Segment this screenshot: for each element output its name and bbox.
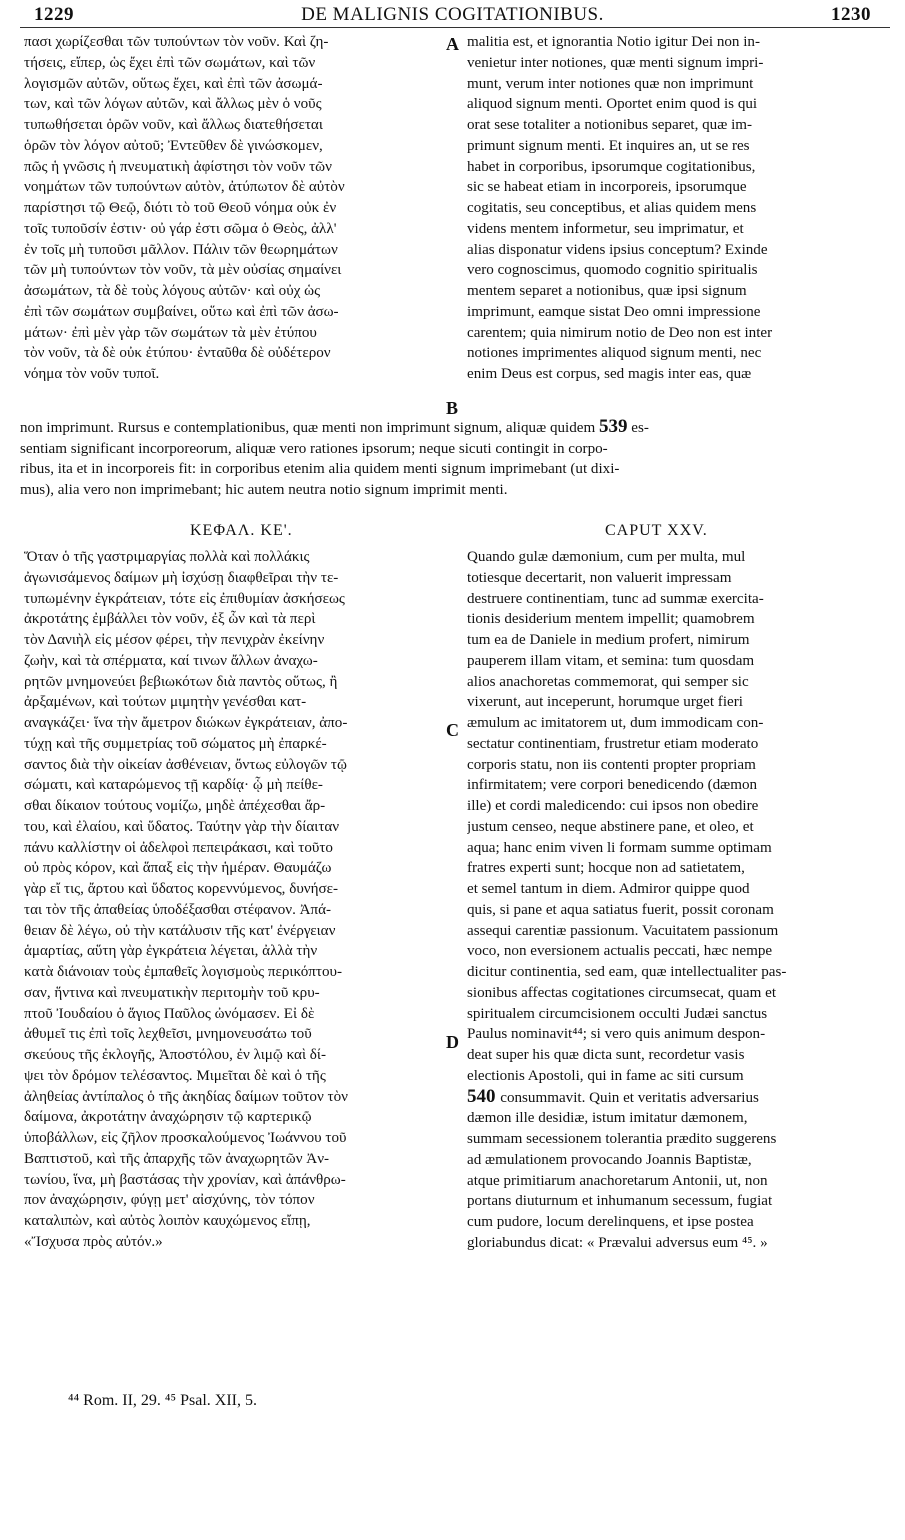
latin-top-line: aliquod signum menti. Oportet enim quod is qui <box>467 96 758 113</box>
greek-body-line: καταλιπὼν, καὶ αὐτὸς λοιπὸν καυχώμενος εἴπῃ, <box>24 1213 311 1229</box>
greek-body-line: δαίμονα, ἀκροτάτην ἀναχώρησιν τῷ καρτερικῷ <box>24 1109 312 1126</box>
greek-body-line: ἀθυμεῖ τις ἐπὶ τοῖς λεχθεῖσι, μνημονευσάτω τοῦ <box>24 1026 312 1043</box>
greek-body-line: ὑποβάλλων, εἰς ζῆλον προσκαλούμενος Ἰωάννου τοῦ <box>24 1130 347 1146</box>
latin-body-line: voco, non eversionem actualis peccati, hæc nempe <box>467 943 773 960</box>
margin-marker-a: A <box>446 34 459 54</box>
greek-body-line: σαντος διὰ τὴν οἰκείαν ἀσθένειαν, ὄντως εὐλογῶν τῷ <box>24 756 347 773</box>
latin-body-line: aqua; hanc enim viven li formam summe optimam <box>467 839 772 856</box>
latin-body-line: cum pudore, locum derelinquens, et ipse postea <box>467 1214 754 1230</box>
latin-body-line: æmulum ac imitatorem ut, dum immodicam con- <box>467 715 764 731</box>
greek-top-line: τὸν νοῦν, τὰ δὲ οὐκ ἐτύπου· ἐνταῦθα δὲ οὐδέτερον <box>24 345 331 362</box>
greek-top-line: τήσεις, εἴπερ, ὡς ἔχει ἐπὶ τῶν σωμάτων, καὶ τῶν <box>24 54 316 71</box>
greek-body-line: πάνυ καλλίστην οἱ ἀδελφοὶ πεπειράκασι, καὶ τοῦτο <box>24 839 333 856</box>
greek-body-line: κατὰ διάνοιαν τοὺς ἐμπαθεῖς λογισμοὺς περικόπτου- <box>24 964 343 980</box>
latin-body-line: sectatur continentiam, frustretur etiam moderato <box>467 735 759 752</box>
greek-top-line: πῶς ἡ γνῶσις ἡ πνευματικὴ ἀφίστησι τὸν νοῦν τῶν <box>24 158 332 175</box>
header-rule <box>20 27 890 28</box>
latin-body-line: gloriabundus dicat: « Prævalui adversus eum ⁴⁵. » <box>467 1234 768 1251</box>
latin-top-line: alias disponatur videns ipsius conceptum? Exinde <box>467 241 768 258</box>
greek-column-body <box>24 547 442 1253</box>
greek-body-line: σαν, ἥντινα καὶ πνευματικὴν περιτομὴν τοῦ κρυ- <box>24 984 320 1001</box>
latin-body-line: deat super his quæ dicta sunt, recordetur vasis <box>467 1047 745 1063</box>
margin-marker-b: B <box>446 398 459 418</box>
latin-top-line: malitia est, et ignorantia Notio igitur Dei non in- <box>467 34 761 50</box>
latin-body-line: Quando gulæ dæmonium, cum per multa, mul <box>467 549 746 565</box>
greek-top-line: των, καὶ τῶν λόγων αὐτῶν, καὶ ἄλλως μὲν ὁ νοῦς <box>24 96 322 113</box>
latin-top-line: vero cognoscimus, quomodo cognitio spiritualis <box>467 262 758 279</box>
greek-body-line: ἀρξαμένων, καὶ τούτων μιμητὴν γενέσθαι κατ- <box>24 694 307 711</box>
greek-body-line: αναγκάζει· ἵνα τὴν ἄμετρον διώκων ἐγκράτειαν, ἀπο- <box>24 715 348 731</box>
running-header <box>20 4 885 28</box>
latin-top-line: cogitatis, seu conceptibus, et alias quidem mens <box>467 200 757 216</box>
latin-body-line: Paulus nominavit⁴⁴; si vero quis animum despon- <box>467 1026 766 1043</box>
greek-top-line: τῶν μὴ τυπούντων τὸν νοῦν, τὰ μὲν οὐσίας σημαίνει <box>24 262 342 279</box>
greek-body-line: οὐ πρὸς κόρον, καὶ ἅπαξ εἰς τὴν ἡμέραν. Θαυμάζω <box>24 860 332 877</box>
greek-top-line: νοημάτων τῶν τυπούντων αὐτὸν, ἀτύπωτον δὲ αὐτὸν <box>24 179 345 196</box>
latin-body-line: justum censeo, neque abstinere pane, et oleo, et <box>467 818 754 835</box>
latin-body-line: fratres experti sunt; hocque non ad satietatem, <box>467 860 745 877</box>
latin-top-line: videns mentem informetur, seu imprimatur, et <box>467 220 744 237</box>
greek-body-line: «Ἴσχυσα πρὸς αὐτόν.» <box>24 1233 163 1250</box>
greek-top-line: μάτων· ἐπὶ μὲν γὰρ τῶν σωμάτων τὰ μὲν ἐτύπου <box>24 324 317 341</box>
greek-top-line: τοῖς τυποῦσίν ἐστιν· οὐ γάρ ἐστι σῶμα ὁ Θεὸς, ἀλλ' <box>24 220 337 237</box>
latin-body-line: quis, si pane et aqua satiatus fuerit, possit coronam <box>467 901 774 918</box>
greek-body-line: του, καὶ ἐλαίου, καὶ ὕδατος. Ταύτην γὰρ τὴν δίαιταν <box>24 818 340 835</box>
full-line: sentiam significant incorporeorum, aliquæ vero rationes ipsorum; neque sicuti contingit in corpo- <box>20 440 608 457</box>
latin-top-line: notiones imprimentes aliquod signum menti, nec <box>467 345 762 362</box>
margin-marker-c: C <box>446 720 459 740</box>
greek-body-line: σθαι δίκαιον τούτους νομίζω, μηδὲ ἀπέχεσθαι ἄρ- <box>24 798 326 814</box>
greek-body-line: ἀκροτάτης ἐμβάλλει τὸν νοῦν, ἐξ ὧν καὶ τὰ περὶ <box>24 611 316 628</box>
greek-top-line: νόημα τὸν νοῦν τυποῖ. <box>24 366 160 382</box>
greek-top-line: τυπωθήσεται ὁρῶν νοῦν, καὶ ἄλλως διατεθήσεται <box>24 117 323 133</box>
greek-body-line: τωνίου, ἵνα, μὴ βαστάσας τὴν χρονίαν, καὶ ἀπάνθρω- <box>24 1171 346 1188</box>
greek-top-line: ἐν τοῖς μὴ τυποῦσι μᾶλλον. Πάλιν τῶν θεωρημάτων <box>24 241 338 258</box>
latin-top-line: primunt signum menti. Et inquires an, ut se res <box>467 137 750 154</box>
greek-top-line: ὁρῶν τὸν λόγον αὐτοῦ; Ἐντεῦθεν δὲ γινώσκομεν, <box>24 137 323 154</box>
full-line: non imprimunt. Rursus e contemplationibus, quæ menti non imprimunt signum, aliquæ quidem 539 es- <box>20 416 649 437</box>
latin-top-line: munt, verum inter notiones quæ non imprimunt <box>467 75 754 92</box>
greek-top-line: λογισμῶν αὐτῶν, οὕτως ἔχει, καὶ ἐπὶ τῶν ἀσωμά- <box>24 75 323 92</box>
greek-body-line: γὰρ εἴ τις, ἄρτου καὶ ὕδατος κορεννύμενος, δυνήσε- <box>24 881 339 897</box>
greek-body-line: πον ἀναχώρησιν, φύγῃ μετ' αἰσχύνης, τὸν τόπον <box>24 1192 315 1209</box>
greek-body-line: ἁμαρτίας, αὕτη γὰρ ἐγκράτεια λέγεται, ἀλλὰ τὴν <box>24 943 318 960</box>
greek-body-line: ἀγωνισάμενος δαίμων μὴ ἰσχύσῃ διαφθεῖραι τὴν τε- <box>24 569 339 586</box>
running-title: DE MALIGNIS COGITATIONIBUS. <box>301 4 604 25</box>
latin-column-body <box>467 547 887 1254</box>
latin-body-line: tionis desiderium mentem impellit; quamobrem <box>467 611 755 628</box>
full-line: ribus, ita et in incorporeis fit: in corporibus etenim alia quidem menti signum imprimebant (ut dixi- <box>20 461 620 478</box>
latin-top-line: orat sese totaliter a notionibus separet, quæ im- <box>467 117 753 133</box>
greek-top-line: ἀσωμάτων, τὰ δὲ τοὺς λόγους αὐτῶν· καὶ οὐχ ὡς <box>24 283 321 299</box>
greek-body-line: ἀληθείας ἀντίπαλος ὁ τῆς ἀκηδίας δαίμων τοῦτον τὸν <box>24 1088 348 1105</box>
latin-top-line: sic se habeat etiam in incorporeis, ipsorumque <box>467 179 747 196</box>
latin-body-line: assequi carentiæ passionum. Vacuitatem passionum <box>467 922 779 939</box>
latin-body-line: totiesque decertarit, non valuerit impressam <box>467 569 732 586</box>
greek-top-line: πασι χωρίζεσθαι τῶν τυπούντων τὸν νοῦν. Καὶ ζη- <box>24 34 329 50</box>
greek-column-top <box>24 32 442 385</box>
greek-body-line: σώματι, καὶ καταρώμενος τῇ καρδίᾳ· ᾧ μὴ πείθε- <box>24 777 323 794</box>
greek-body-line: τὸν Δανιὴλ εἰς μέσον φέρει, τὴν πενιχρὰν ἐκείνην <box>24 632 325 648</box>
greek-body-line: Ὅταν ὁ τῆς γαστριμαργίας πολλὰ καὶ πολλάκις <box>24 549 310 565</box>
latin-body-line: alios anachoretas commemorat, qui semper sic <box>467 673 749 690</box>
latin-top-line: habet in corporibus, ipsorumque cogitationibus, <box>467 158 756 175</box>
greek-body-line: ψει τὸν δρόμον τελέσαντος. Μιμεῖται δὲ καὶ ὁ τῆς <box>24 1067 326 1084</box>
full-line <box>20 396 886 417</box>
latin-body-line: electionis Apostoli, qui in fame ac siti cursum <box>467 1067 744 1084</box>
latin-body-line: pauperem illam vitam, et semina: tum quosdam <box>467 652 755 669</box>
latin-top-line: carentem; quia nimirum notio de Deo non est inter <box>467 324 773 341</box>
greek-top-line: ἐπὶ τῶν σωμάτων συμβαίνει, οὕτω καὶ ἐπὶ τῶν ἀσω- <box>24 303 339 320</box>
chapter-heading-greek: ΚΕΦΑΛ. ΚΕ'. <box>190 522 293 539</box>
greek-body-line: τύχῃ καὶ τῆς συμμετρίας τοῦ σώματος μὴ ἐπαρκέ- <box>24 735 327 752</box>
greek-body-line: σκεύους τῆς ἐκλογῆς, Ἀποστόλου, ἐν λιμῷ καὶ δί- <box>24 1047 326 1063</box>
full-width-paragraph <box>20 396 886 501</box>
greek-body-line: ται τὸν τῆς ἀπαθείας ὑποδέξασθαι στέφανον. Ἀπά- <box>24 901 332 918</box>
latin-body-line: ad æmulationem provocando Joannis Baptistæ, <box>467 1151 752 1168</box>
latin-top-line: venietur inter notiones, quæ menti signum impri- <box>467 54 764 71</box>
latin-body-line: tum ea de Daniele in medium profert, nimirum <box>467 632 750 648</box>
page-number-left: 1229 <box>34 4 74 25</box>
footnotes: ⁴⁴ Rom. II, 29. ⁴⁵ Psal. XII, 5. <box>68 1392 257 1409</box>
greek-body-line: ζωὴν, καὶ τὰ σπέρματα, καί τινων ἄλλων ἀναχω- <box>24 652 318 669</box>
column-number-539: 539 <box>599 416 628 437</box>
latin-body-line: summam secessionem tolerantia prædito suggerens <box>467 1131 777 1147</box>
greek-body-line: θειαν δὲ λέγω, οὐ τὴν κατάλυσιν τῆς κατ' ἐνέργειαν <box>24 922 336 939</box>
latin-body-line: atque primitiarum anachoretarum Antonii, ut, non <box>467 1172 768 1189</box>
latin-top-line: imprimunt, eamque sistat Deo omni impressione <box>467 303 761 320</box>
latin-body-line: ille) et cordi maledicendo: cui ipsos non obedire <box>467 798 759 814</box>
latin-body-line: dæmon ille desidiæ, istum imitatur dæmonem, <box>467 1110 748 1127</box>
latin-body-line: corporis statu, non iis contenti propter propriam <box>467 756 756 773</box>
latin-body-line: sionibus affectas cogitationes circumsecat, quam et <box>467 984 777 1001</box>
greek-body-line: τυπωμένην ἐγκράτειαν, τότε εἰς ἐπιθυμίαν ἀσκήσεως <box>24 590 345 607</box>
greek-body-line: πτοῦ Ἰουδαίου ὁ ἅγιος Παῦλος ὠνόμασεν. Εἰ δὲ <box>24 1005 315 1022</box>
greek-body-line: Βαπτιστοῦ, καὶ τῆς ἀπαρχῆς τῶν ἀναχωρητῶν Ἀν- <box>24 1150 330 1167</box>
greek-top-line: παρίστησι τῷ Θεῷ, διότι τὸ τοῦ Θεοῦ νόημα οὐκ ἐν <box>24 200 337 216</box>
margin-marker-d: D <box>446 1032 459 1052</box>
latin-top-line: mentem separet a notionibus, quæ ipsi signum <box>467 283 747 299</box>
full-line: mus), alia vero non imprimebant; hic autem neutra notio signum imprimit menti. <box>20 482 508 498</box>
latin-body-line: et semel tantum in diem. Admiror quippe quod <box>467 881 750 897</box>
latin-top-line: enim Deus est corpus, sed magis inter eas, quæ <box>467 366 752 382</box>
latin-body-line: destruere continentiam, tunc ad summæ exercita- <box>467 590 764 607</box>
page-number-right: 1230 <box>831 4 871 25</box>
latin-body-line: dicitur continentia, sed eam, quæ intellectualiter pas- <box>467 964 787 980</box>
chapter-heading-latin: CAPUT XXV. <box>605 522 708 539</box>
latin-body-line: portans diuturnum et inhumanum secessum, fugiat <box>467 1193 773 1210</box>
latin-body-line: 540 consummavit. Quin et veritatis adversarius <box>467 1086 759 1107</box>
greek-body-line: ρητῶν μνημονεύει βεβιωκότων διὰ παντὸς οὕτως, ἢ <box>24 673 338 690</box>
column-number-540: 540 <box>467 1086 501 1107</box>
latin-body-line: spiritualem circumcisionem occulti Judæi sanctus <box>467 1005 768 1022</box>
latin-body-line: infirmitatem; vere corpori benedicendo (dæmon <box>467 777 758 794</box>
latin-body-line: vixerunt, aut inceperunt, horumque urget fieri <box>467 694 743 711</box>
latin-column-top <box>467 32 887 385</box>
